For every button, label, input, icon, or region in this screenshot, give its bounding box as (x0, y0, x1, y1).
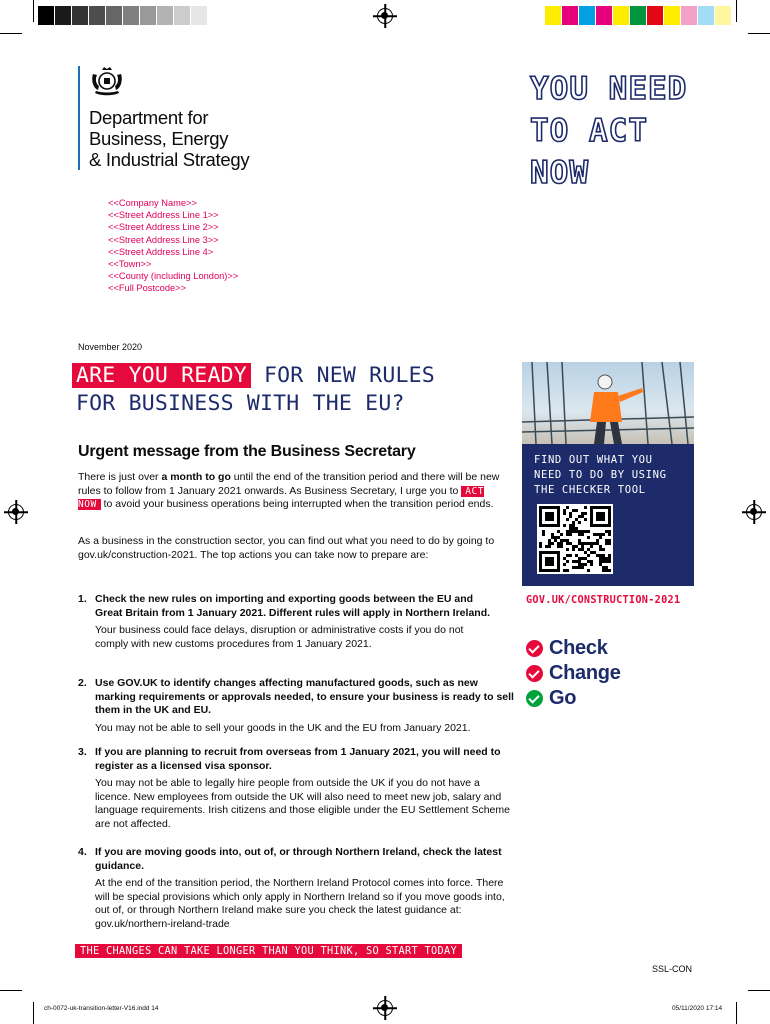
crop-mark (736, 1002, 737, 1024)
address-block (108, 197, 238, 295)
color-swatch (38, 6, 55, 25)
color-swatch (562, 6, 579, 25)
address-line: <<Street Address Line 2>> (108, 222, 219, 233)
intro-emphasis: a month to go (161, 471, 231, 483)
color-swatch (208, 6, 225, 25)
intro-paragraph-2: As a business in the construction sector, you can find out what you need to do by going to gov.uk/construction-2021. The top actions you can take now to prepare are: (78, 535, 495, 561)
color-swatch (174, 6, 191, 25)
intro-text: until the end of the transition period and there will be new rules to follow from 1 January 2021 onwards. As Business Secretary, I urge you to (78, 471, 500, 497)
color-swatch (89, 6, 106, 25)
check-change-go-logo (526, 636, 621, 711)
color-swatch (596, 6, 613, 25)
act-now-badge: ACT NOW (78, 485, 484, 511)
action-number: 4. (78, 846, 87, 858)
color-swatch (55, 6, 72, 25)
panel-line: NEED TO DO BY USING (534, 469, 667, 481)
color-bar-left (38, 6, 225, 25)
crop-mark (33, 1002, 34, 1024)
headline-text: FOR BUSINESS WITH THE EU? (76, 391, 405, 416)
address-line: <<Street Address Line 1>> (108, 210, 219, 221)
panel-line: THE CHECKER TOOL (534, 484, 646, 496)
color-swatch (106, 6, 123, 25)
action-title: If you are planning to recruit from overseas from 1 January 2021, you will need to register as a licensed visa sponsor. (95, 746, 501, 772)
crop-mark (0, 990, 22, 991)
department-logo (78, 66, 249, 170)
action-description: You may not be able to legally hire people from outside the UK if you do not have a licence. New employees from outside the UK will also need to meet new job, salary and language requirements. Irish citizens and those eligible under the EU Settlement Scheme are not affected. (95, 777, 510, 830)
construction-photo-illustration (522, 362, 694, 444)
royal-crest-icon (89, 66, 125, 98)
address-line: <<Town>> (108, 259, 152, 270)
color-swatch (579, 6, 596, 25)
crop-mark (0, 33, 22, 34)
address-line: <<Company Name>> (108, 198, 197, 208)
panel-line: FIND OUT WHAT YOU (534, 454, 653, 466)
ccg-row (526, 661, 621, 686)
crop-mark (748, 990, 770, 991)
color-swatch (123, 6, 140, 25)
action-item (78, 677, 518, 735)
color-bar-right (545, 6, 732, 25)
color-swatch (647, 6, 664, 25)
subheading: Urgent message from the Business Secretary (78, 443, 416, 460)
reference-code: SSL-CON (652, 964, 693, 974)
color-swatch (545, 6, 562, 25)
address-line: <<Street Address Line 3>> (108, 234, 219, 245)
action-title: If you are moving goods into, out of, or through Northern Ireland, check the latest guidance. (95, 846, 502, 872)
color-swatch (630, 6, 647, 25)
intro-text: There is just over (78, 471, 162, 483)
stamp-line: NOW (530, 155, 589, 191)
ccg-row (526, 636, 621, 661)
ccg-row (526, 686, 621, 711)
action-description: At the end of the transition period, the Northern Ireland Protocol comes into force. There will be special provisions which only apply in Northern Ireland so if you move goods into, out of, or through Northern Ireland make sure you check the latest guidance at: gov.uk/northern-ireland-trade (95, 877, 505, 930)
tick-icon (526, 665, 543, 682)
registration-mark-icon (8, 504, 24, 520)
address-line: <<County (including London)>> (108, 271, 239, 282)
action-number: 2. (78, 677, 87, 689)
crop-mark (748, 33, 770, 34)
intro-text: to avoid your business operations being interrupted when the transition period ends. (100, 498, 494, 511)
registration-mark-icon (377, 1000, 393, 1016)
ccg-label: Change (549, 662, 621, 684)
action-title: Use GOV.UK to identify changes affecting manufactured goods, such as new marking requirements or approvals needed, to ensure your business is ready to sell them in the UK and EU. (95, 677, 514, 717)
checker-tool-panel (522, 444, 694, 586)
action-item (78, 846, 518, 932)
color-swatch (715, 6, 732, 25)
color-swatch (140, 6, 157, 25)
crop-mark (33, 0, 34, 22)
registration-mark-icon (746, 504, 762, 520)
stamp-line: TO ACT (530, 113, 648, 149)
crop-mark (736, 0, 737, 22)
ccg-label: Go (549, 687, 577, 709)
color-swatch (664, 6, 681, 25)
department-name-line: Business, Energy (89, 128, 229, 149)
color-swatch (157, 6, 174, 25)
gov-url-link[interactable]: GOV.UK/CONSTRUCTION-2021 (526, 595, 681, 606)
tick-icon (526, 690, 543, 707)
action-title: Check the new rules on importing and exporting goods between the EU and Great Britain from 1 January 2021. Different rules will apply in Northern Ireland. (95, 593, 491, 619)
panel-text (534, 453, 667, 498)
color-swatch (613, 6, 630, 25)
color-swatch (191, 6, 208, 25)
color-swatch (698, 6, 715, 25)
action-number: 3. (78, 746, 87, 758)
action-item (78, 593, 518, 651)
color-swatch (681, 6, 698, 25)
letter-date: November 2020 (78, 342, 143, 352)
footer-banner: THE CHANGES CAN TAKE LONGER THAN YOU THINK, SO START TODAY (75, 944, 462, 958)
action-description: Your business could face delays, disruption or administrative costs if you do not comply with new customs procedures from 1 January 2021. (95, 624, 464, 650)
headline-highlight: ARE YOU READY (72, 363, 251, 388)
action-number: 1. (78, 593, 87, 605)
construction-worker-photo (522, 362, 694, 444)
address-line: <<Street Address Line 4> (108, 246, 214, 257)
stamp-line: YOU NEED (530, 71, 688, 107)
tick-icon (526, 640, 543, 657)
qr-code-icon[interactable] (537, 504, 613, 574)
ccg-label: Check (549, 637, 608, 659)
intro-paragraph (78, 471, 510, 512)
action-item (78, 746, 518, 832)
action-description: You may not be able to sell your goods in the UK and the EU from January 2021. (95, 721, 471, 734)
print-slug-timestamp: 05/11/2020 17:14 (672, 1005, 723, 1012)
headline-text: FOR NEW RULES (250, 363, 435, 388)
department-name-line: Department for (89, 107, 209, 128)
registration-mark-icon (377, 8, 393, 24)
department-name-line: & Industrial Strategy (89, 149, 250, 170)
qr-code-graphic (539, 506, 611, 572)
headline (72, 362, 435, 418)
address-line: <<Full Postcode>> (108, 283, 187, 294)
act-now-stamp (530, 68, 687, 194)
color-swatch (72, 6, 89, 25)
print-slug-filename: ch-0072-uk-transition-letter-V16.indd 14 (44, 1005, 159, 1012)
